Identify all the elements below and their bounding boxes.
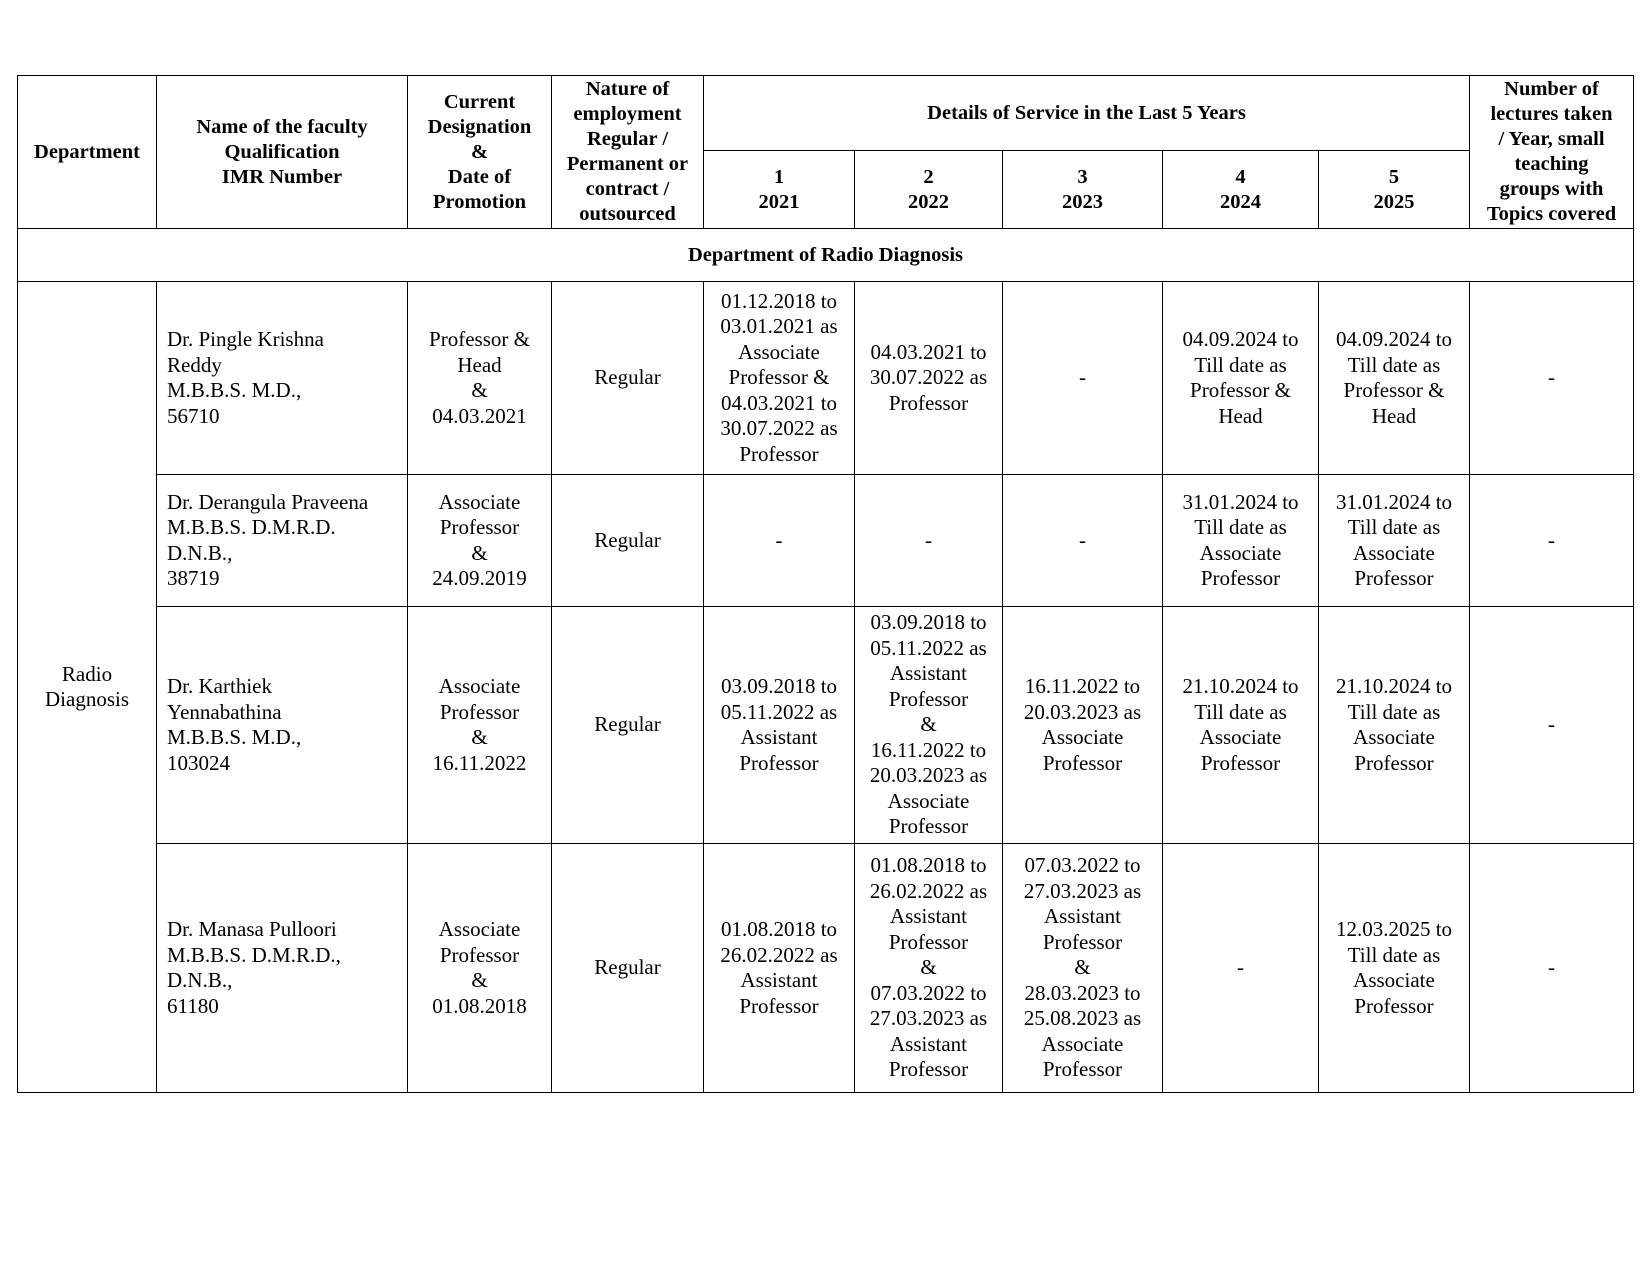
nature-cell: Regular (552, 844, 704, 1093)
header-designation: Current Designation & Date of Promotion (408, 76, 552, 229)
section-title: Department of Radio Diagnosis (18, 229, 1634, 282)
designation-cell: Associate Professor & 24.09.2019 (408, 475, 552, 607)
year-4-cell: 04.09.2024 to Till date as Professor & Head (1163, 282, 1319, 475)
header-nature-of-employment: Nature of employment Regular / Permanent or contract / outsourced (552, 76, 704, 229)
faculty-name-cell: Dr. Karthiek Yennabathina M.B.B.S. M.D., 103024 (157, 607, 408, 844)
year-3-cell: 07.03.2022 to 27.03.2023 as Assistant Professor & 28.03.2023 to 25.08.2023 as Associate Professor (1003, 844, 1163, 1093)
header-service-details: Details of Service in the Last 5 Years (704, 76, 1470, 151)
year-3-cell: - (1003, 282, 1163, 475)
year-2-cell: 04.03.2021 to 30.07.2022 as Professor (855, 282, 1003, 475)
section-row (18, 229, 1634, 282)
year-3-cell: - (1003, 475, 1163, 607)
year-1-cell: 01.12.2018 to 03.01.2021 as Associate Professor & 04.03.2021 to 30.07.2022 as Professor (704, 282, 855, 475)
table-row (18, 282, 1634, 475)
lectures-cell: - (1470, 607, 1634, 844)
header-year-1: 1 2021 (704, 151, 855, 229)
designation-cell: Associate Professor & 16.11.2022 (408, 607, 552, 844)
year-2-cell: 03.09.2018 to 05.11.2022 as Assistant Professor & 16.11.2022 to 20.03.2023 as Associate Professor (855, 607, 1003, 844)
header-year-5: 5 2025 (1319, 151, 1470, 229)
year-5-cell: 04.09.2024 to Till date as Professor & Head (1319, 282, 1470, 475)
year-4-cell: 31.01.2024 to Till date as Associate Professor (1163, 475, 1319, 607)
table-row (18, 844, 1634, 1093)
faculty-name-cell: Dr. Manasa Pulloori M.B.B.S. D.M.R.D., D.N.B., 61180 (157, 844, 408, 1093)
table-row (18, 475, 1634, 607)
year-3-cell: 16.11.2022 to 20.03.2023 as Associate Professor (1003, 607, 1163, 844)
designation-cell: Associate Professor & 01.08.2018 (408, 844, 552, 1093)
header-row-1 (18, 76, 1634, 151)
designation-cell: Professor & Head & 04.03.2021 (408, 282, 552, 475)
year-4-cell: 21.10.2024 to Till date as Associate Professor (1163, 607, 1319, 844)
year-1-cell: - (704, 475, 855, 607)
header-year-4: 4 2024 (1163, 151, 1319, 229)
lectures-cell: - (1470, 844, 1634, 1093)
department-cell: Radio Diagnosis (18, 282, 157, 1093)
year-5-cell: 31.01.2024 to Till date as Associate Professor (1319, 475, 1470, 607)
nature-cell: Regular (552, 607, 704, 844)
year-4-cell: - (1163, 844, 1319, 1093)
faculty-service-table (17, 75, 1634, 1093)
nature-cell: Regular (552, 282, 704, 475)
table-row (18, 607, 1634, 844)
year-1-cell: 01.08.2018 to 26.02.2022 as Assistant Professor (704, 844, 855, 1093)
header-lectures: Number of lectures taken / Year, small teaching groups with Topics covered (1470, 76, 1634, 229)
year-1-cell: 03.09.2018 to 05.11.2022 as Assistant Professor (704, 607, 855, 844)
header-department: Department (18, 76, 157, 229)
faculty-name-cell: Dr. Derangula Praveena M.B.B.S. D.M.R.D. D.N.B., 38719 (157, 475, 408, 607)
year-2-cell: - (855, 475, 1003, 607)
header-year-2: 2 2022 (855, 151, 1003, 229)
faculty-name-cell: Dr. Pingle Krishna Reddy M.B.B.S. M.D., 56710 (157, 282, 408, 475)
lectures-cell: - (1470, 475, 1634, 607)
nature-cell: Regular (552, 475, 704, 607)
lectures-cell: - (1470, 282, 1634, 475)
header-faculty-name: Name of the faculty Qualification IMR Number (157, 76, 408, 229)
year-5-cell: 21.10.2024 to Till date as Associate Professor (1319, 607, 1470, 844)
header-year-3: 3 2023 (1003, 151, 1163, 229)
year-2-cell: 01.08.2018 to 26.02.2022 as Assistant Professor & 07.03.2022 to 27.03.2023 as Assistant Professor (855, 844, 1003, 1093)
year-5-cell: 12.03.2025 to Till date as Associate Professor (1319, 844, 1470, 1093)
